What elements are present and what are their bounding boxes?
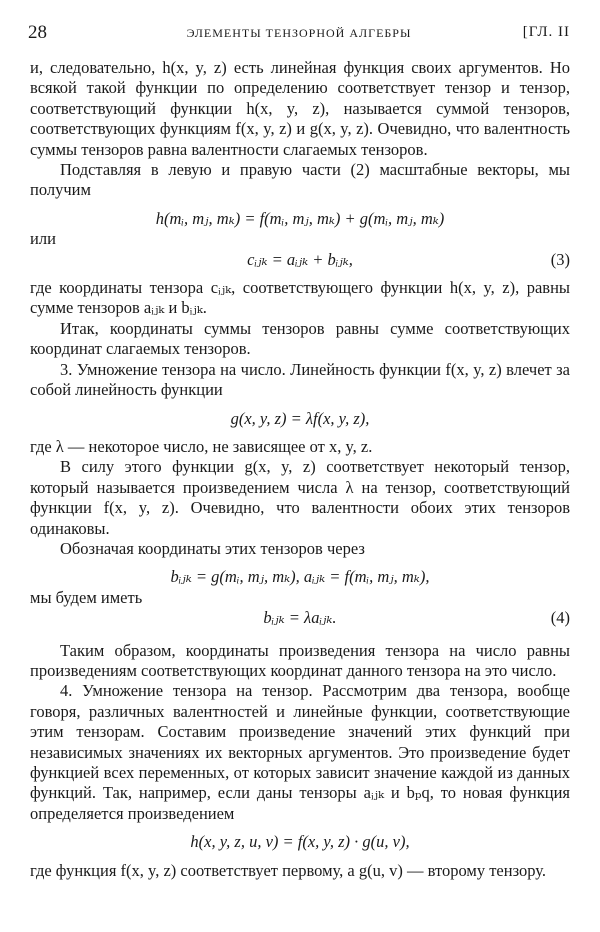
equation: h(mᵢ, mⱼ, mₖ) = f(mᵢ, mⱼ, mₖ) + g(mᵢ, mⱼ, mₖ) [155, 208, 445, 228]
paragraph: В силу этого функции g(x, y, z) соответствует некоторый тензор, который называется произведением числа λ на тензор, соответствующий функции f(x, y, z). Очевидно, что валентности обоих этих тензоров одинаковы. [30, 457, 570, 538]
equation-number: (3) [550, 249, 570, 269]
equation: h(x, y, z, u, v) = f(x, y, z) · g(u, v), [190, 832, 410, 852]
equation: g(x, y, z) = λf(x, y, z), [230, 408, 370, 428]
paragraph: мы будем иметь [30, 587, 143, 607]
section-heading-paragraph: 3. Умножение тензора на число. Линейность функции f(x, y, z) влечет за собой линейность функции [30, 359, 570, 400]
page-number: 28 [28, 22, 47, 43]
chapter-marker: [ГЛ. II [522, 24, 570, 40]
equation-3 [30, 250, 570, 270]
equation-4 [30, 608, 570, 628]
equation-3-body: cᵢⱼₖ = aᵢⱼₖ + bᵢⱼₖ, [247, 249, 353, 269]
paragraph: где координаты тензора cᵢⱼₖ, соответствующего функции h(x, y, z), равны сумме тензоров aᵢⱼₖ и bᵢⱼₖ. [30, 278, 570, 318]
section-heading-paragraph: 4. Умножение тензора на тензор. Рассмотрим два тензора, вообще говоря, различных валентностей и линейные функции, соответствующие этим тензорам. Составим произведение значений этих функций при независимых значениях их векторных аргументов. Это произведение будет функцией всех переменных, от которых зависит значение каждой из данных функций. Так, например, если даны тензоры aᵢⱼₖ и bₚq, то новая функция определяется произведением [30, 681, 570, 823]
page-header [28, 22, 570, 46]
paragraph: где функция f(x, y, z) соответствует первому, а g(u, v) — второму тензору. [30, 860, 547, 880]
paragraph: Обозначая координаты этих тензоров через [60, 538, 365, 558]
running-title: ЭЛЕМЕНТЫ ТЕНЗОРНОЙ АЛГЕБРЫ [186, 26, 412, 40]
equation: bᵢⱼₖ = g(mᵢ, mⱼ, mₖ), aᵢⱼₖ = f(mᵢ, mⱼ, mₖ), [170, 567, 430, 587]
equation-number: (4) [550, 608, 570, 628]
paragraph: Итак, координаты суммы тензоров равны сумме соответствующих координат слагаемых тензоров. [30, 318, 570, 359]
page-body [30, 58, 570, 881]
equation-4-body: bᵢⱼₖ = λaᵢⱼₖ. [263, 608, 337, 628]
connector-word: или [30, 229, 56, 249]
paragraph: где λ — некоторое число, не зависящее от x, y, z. [30, 436, 373, 456]
paragraph: Подставляя в левую и правую части (2) масштабные векторы, мы получим [30, 160, 570, 200]
paragraph: и, следовательно, h(x, y, z) есть линейная функция своих аргументов. Но всякой такой функции по определению соответствует тензор и тензор, соответствующий функции h(x, y, z), называется суммой тензоров, соответствующих функциям f(x, y, z) и g(x, y, z). Очевидно, что валентность суммы тензоров равна валентности слагаемых тензоров. [30, 58, 570, 159]
paragraph: Таким образом, координаты произведения тензора на число равны произведениям соответствующих координат данного тензора на это число. [30, 640, 570, 680]
